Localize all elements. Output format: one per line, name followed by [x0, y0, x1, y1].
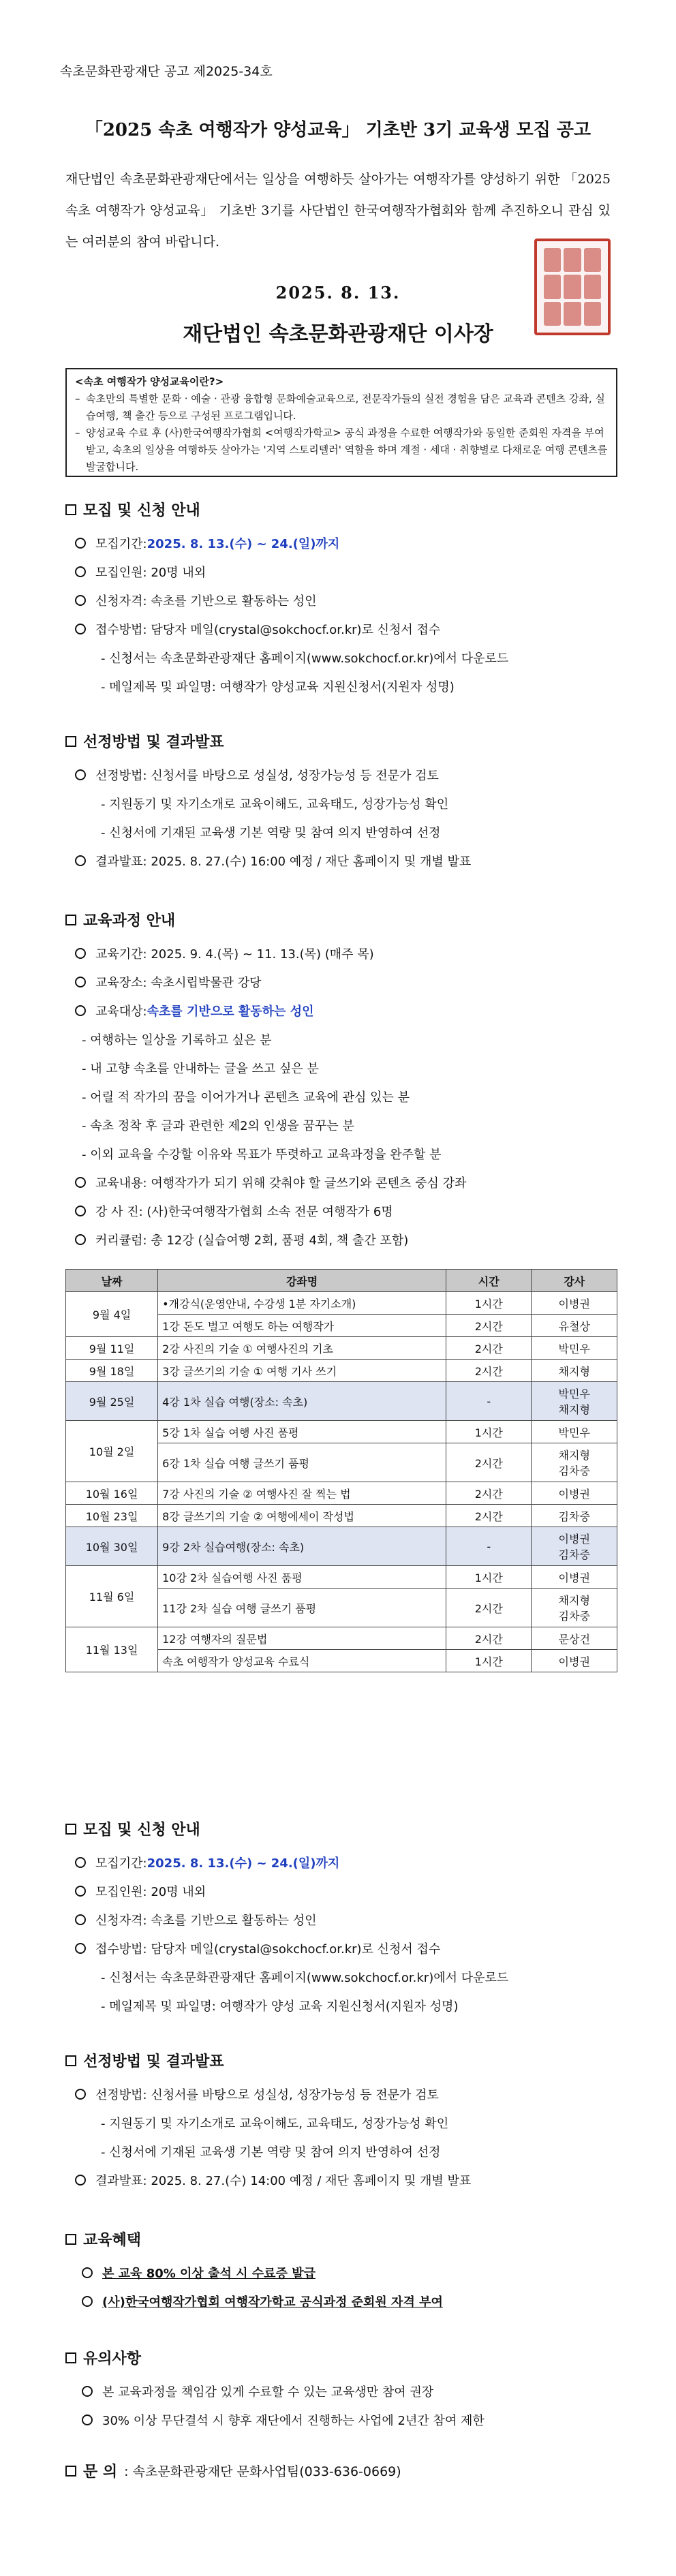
table-row	[66, 1292, 617, 1315]
square-bullet-icon	[65, 504, 76, 515]
table-row	[66, 1337, 617, 1360]
recruit-period: 모집기간: 2025. 8. 13.(수) ~ 24.(일)까지	[75, 1854, 339, 1871]
table-cell-teacher: 이병권	[532, 1482, 617, 1505]
course-content: 교육내용: 여행작가가 되기 위해 갖춰야 할 글쓰기와 콘텐츠 중심 강좌	[75, 1174, 466, 1191]
table-cell-time: 2시간	[446, 1360, 532, 1382]
target-sub-item: - 여행하는 일상을 기록하고 싶은 분	[82, 1033, 272, 1047]
square-bullet-icon	[65, 736, 76, 747]
table-cell-teacher: 박민우 채지형	[532, 1382, 617, 1421]
benefit-item: 본 교육 80% 이상 출석 시 수료증 발급	[82, 2264, 316, 2282]
table-header: 강좌명	[158, 1270, 446, 1292]
circle-bullet-icon	[82, 2296, 93, 2307]
circle-bullet-icon	[82, 2267, 93, 2278]
section-heading: 교육혜택	[65, 2228, 141, 2250]
section-heading: 선정방법 및 결과발표	[65, 2050, 224, 2071]
box-item: – 양성교육 수료 후 (사)한국여행작가협회 <여행작가학교> 공식 과정을 수료한 여행작가와 동일한 준회원 자격을 부여받고, 속초의 일상을 여행하듯 살아가는 '지역 스토리텔러' 역할을 하며 계절 · 세대 · 취향별로 다채로운 여행 콘텐츠를 발굴합니다.	[75, 427, 608, 473]
course-curriculum: 커리큘럼: 총 12강 (실습여행 2회, 품평 4회, 책 출간 포함)	[75, 1231, 408, 1248]
selection-sub-item: - 신청서에 기재된 교육생 기본 역량 및 참여 의지 반영하여 선정	[101, 826, 441, 840]
table-cell-date: 9월 18일	[66, 1360, 158, 1382]
square-bullet-icon	[65, 2055, 76, 2066]
application-method: 접수방법: 담당자 메일(crystal@sokchocf.or.kr)로 신청서 접수	[75, 620, 440, 638]
notice-date: 2025. 8. 13.	[275, 283, 401, 303]
table-cell-date: 9월 4일	[66, 1292, 158, 1337]
section-heading: 유의사항	[65, 2347, 141, 2368]
table-cell-course: 5강 1차 실습 여행 사진 품평	[158, 1421, 446, 1443]
table-row	[66, 1627, 617, 1650]
intro-paragraph: 재단법인 속초문화관광재단에서는 일상을 여행하듯 살아가는 여행작가를 양성하기 위한 「2025 속초 여행작가 양성교육」 기초반 3기를 사단법인 한국여행작가협회와 함께 추진하오니 관심 있는 여러분의 참여 바랍니다.	[65, 172, 611, 249]
table-cell-time: 2시간	[446, 1627, 532, 1650]
eligibility: 신청자격: 속초를 기반으로 활동하는 성인	[75, 1911, 317, 1929]
table-header: 강사	[532, 1270, 617, 1292]
circle-bullet-icon	[75, 595, 86, 606]
table-row	[66, 1527, 617, 1566]
selection-sub-item: - 신청서에 기재된 교육생 기본 역량 및 참여 의지 반영하여 선정	[101, 2145, 441, 2160]
square-bullet-icon	[65, 1824, 76, 1835]
result-announcement: 결과발표: 2025. 8. 27.(수) 14:00 예정 / 재단 홈페이지 및 개별 발표	[75, 2171, 471, 2189]
table-cell-teacher: 박민우	[532, 1421, 617, 1443]
table-cell-course: 1강 돈도 벌고 여행도 하는 여행작가	[158, 1315, 446, 1337]
table-cell-course: •개강식(운영안내, 수강생 1분 자기소개)	[158, 1292, 446, 1315]
contact-line: 문 의 : 속초문화관광재단 문화사업팀(033-636-0669)	[65, 2460, 401, 2481]
table-cell-teacher: 유철상	[532, 1315, 617, 1337]
circle-bullet-icon	[75, 1886, 86, 1897]
table-cell-time: 2시간	[446, 1505, 532, 1527]
section-heading: 모집 및 신청 안내	[65, 1818, 200, 1839]
circle-bullet-icon	[82, 2386, 93, 2397]
section-heading: 선정방법 및 결과발표	[65, 731, 224, 752]
table-cell-date: 10월 30일	[66, 1527, 158, 1566]
course-place: 교육장소: 속초시립박물관 강당	[75, 973, 262, 991]
table-row	[66, 1566, 617, 1589]
table-cell-time: 1시간	[446, 1566, 532, 1589]
circle-bullet-icon	[75, 2175, 86, 2186]
application-sub-item: - 메일제목 및 파일명: 여행작가 양성교육 지원신청서(지원자 성명)	[101, 680, 455, 694]
section-heading: 교육과정 안내	[65, 909, 175, 930]
table-cell-course: 속초 여행작가 양성교육 수료식	[158, 1650, 446, 1672]
table-cell-teacher: 채지형 김차중	[532, 1443, 617, 1482]
table-cell-time: 2시간	[446, 1589, 532, 1627]
notice-number: 속초문화관광재단 공고 제2025-34호	[60, 64, 273, 79]
table-header: 시간	[446, 1270, 532, 1292]
table-cell-course: 9강 2차 실습여행(장소: 속초)	[158, 1527, 446, 1566]
selection-method: 선정방법: 신청서를 바탕으로 성실성, 성장가능성 등 전문가 검토	[75, 766, 439, 784]
table-row	[66, 1505, 617, 1527]
table-cell-date: 11월 13일	[66, 1627, 158, 1672]
official-seal-stamp	[534, 239, 611, 335]
program-info-box	[65, 368, 617, 477]
table-cell-course: 8강 글쓰기의 기술 ② 여행에세이 작성법	[158, 1505, 446, 1527]
circle-bullet-icon	[75, 538, 86, 549]
table-cell-date: 10월 2일	[66, 1421, 158, 1482]
selection-sub-item: - 지원동기 및 자기소개로 교육이해도, 교육태도, 성장가능성 확인	[101, 2117, 449, 2131]
table-cell-time: 1시간	[446, 1650, 532, 1672]
target-sub-item: - 내 고향 속초를 안내하는 글을 쓰고 싶은 분	[82, 1062, 319, 1076]
circle-bullet-icon	[75, 855, 86, 866]
square-bullet-icon	[65, 2466, 76, 2477]
table-cell-course: 2강 사진의 기술 ① 여행사진의 기초	[158, 1337, 446, 1360]
selection-sub-item: - 지원동기 및 자기소개로 교육이해도, 교육태도, 성장가능성 확인	[101, 797, 449, 812]
target-sub-item: - 속초 정착 후 글과 관련한 제2의 인생을 꿈꾸는 분	[82, 1119, 354, 1133]
table-cell-time: -	[446, 1527, 532, 1566]
circle-bullet-icon	[75, 566, 86, 577]
table-row	[66, 1482, 617, 1505]
table-row	[66, 1421, 617, 1443]
table-cell-course: 3강 글쓰기의 기술 ① 여행 기사 쓰기	[158, 1360, 446, 1382]
course-target-value: 속초를 기반으로 활동하는 성인	[147, 1005, 314, 1019]
table-cell-course: 11강 2차 실습 여행 글쓰기 품평	[158, 1589, 446, 1627]
table-cell-course: 4강 1차 실습 여행(장소: 속초)	[158, 1382, 446, 1421]
table-cell-time: 1시간	[446, 1421, 532, 1443]
table-cell-course: 10강 2차 실습여행 사진 품평	[158, 1566, 446, 1589]
target-sub-item: - 어릴 적 작가의 꿈을 이어가거나 콘텐츠 교육에 관심 있는 분	[82, 1090, 410, 1105]
table-cell-time: 2시간	[446, 1443, 532, 1482]
course-lecturers: 강 사 진: (사)한국여행작가협회 소속 전문 여행작가 6명	[75, 1202, 393, 1220]
section-heading: 모집 및 신청 안내	[65, 499, 200, 520]
selection-method: 선정방법: 신청서를 바탕으로 성실성, 성장가능성 등 전문가 검토	[75, 2085, 439, 2103]
square-bullet-icon	[65, 915, 76, 925]
table-cell-course: 6강 1차 실습 여행 글쓰기 품평	[158, 1443, 446, 1482]
table-cell-teacher: 이병권	[532, 1650, 617, 1672]
table-cell-teacher: 김차중	[532, 1505, 617, 1527]
table-cell-date: 10월 16일	[66, 1482, 158, 1505]
circle-bullet-icon	[75, 624, 86, 634]
circle-bullet-icon	[75, 1943, 86, 1954]
notice-title: 「2025 속초 여행작가 양성교육」 기초반 3기 교육생 모집 공고	[84, 120, 592, 140]
circle-bullet-icon	[75, 977, 86, 987]
circle-bullet-icon	[75, 1914, 86, 1925]
result-announcement: 결과발표: 2025. 8. 27.(수) 16:00 예정 / 재단 홈페이지 및 개별 발표	[75, 852, 471, 870]
issuer-signature: 재단법인 속초문화관광재단 이사장	[183, 322, 493, 346]
table-row	[66, 1360, 617, 1382]
table-cell-time: -	[446, 1382, 532, 1421]
recruit-count: 모집인원: 20명 내외	[75, 563, 206, 581]
circle-bullet-icon	[75, 1857, 86, 1868]
recruit-period-value: 2025. 8. 13.(수) ~ 24.(일)까지	[147, 1856, 340, 1871]
table-cell-teacher: 이병권 김차중	[532, 1527, 617, 1566]
recruit-period: 모집기간: 2025. 8. 13.(수) ~ 24.(일)까지	[75, 534, 339, 552]
circle-bullet-icon	[75, 1234, 86, 1245]
table-cell-date: 10월 23일	[66, 1505, 158, 1527]
eligibility: 신청자격: 속초를 기반으로 활동하는 성인	[75, 592, 317, 609]
application-sub-item: - 신청서는 속초문화관광재단 홈페이지(www.sokchocf.or.kr)에서 다운로드	[101, 651, 509, 666]
table-cell-teacher: 이병권	[532, 1292, 617, 1315]
table-row	[66, 1382, 617, 1421]
table-cell-time: 2시간	[446, 1337, 532, 1360]
table-cell-course: 12강 여행자의 질문법	[158, 1627, 446, 1650]
recruit-period-value: 2025. 8. 13.(수) ~ 24.(일)까지	[147, 537, 340, 551]
table-cell-teacher: 박민우	[532, 1337, 617, 1360]
application-method: 접수방법: 담당자 메일(crystal@sokchocf.or.kr)로 신청서 접수	[75, 1939, 440, 1957]
table-header-row	[66, 1270, 617, 1292]
circle-bullet-icon	[82, 2414, 93, 2425]
course-period: 교육기간: 2025. 9. 4.(목) ~ 11. 13.(목) (매주 목)	[75, 945, 374, 962]
table-cell-teacher: 이병권	[532, 1566, 617, 1589]
table-cell-time: 2시간	[446, 1315, 532, 1337]
schedule-table	[65, 1269, 617, 1672]
caution-item: 30% 이상 무단결석 시 향후 재단에서 진행하는 사업에 2년간 참여 제한	[82, 2411, 485, 2429]
square-bullet-icon	[65, 2352, 76, 2363]
circle-bullet-icon	[75, 2089, 86, 2100]
table-cell-time: 1시간	[446, 1292, 532, 1315]
circle-bullet-icon	[75, 769, 86, 780]
circle-bullet-icon	[75, 948, 86, 959]
box-heading: <속초 여행작가 양성교육이란?>	[75, 375, 224, 388]
target-sub-item: - 이외 교육을 수강할 이유와 목표가 뚜렷하고 교육과정을 완주할 분	[82, 1148, 442, 1162]
caution-item: 본 교육과정을 책임감 있게 수료할 수 있는 교육생만 참여 권장	[82, 2382, 433, 2400]
table-cell-course: 7강 사진의 기술 ② 여행사진 잘 찍는 법	[158, 1482, 446, 1505]
table-cell-date: 9월 11일	[66, 1337, 158, 1360]
course-target: 교육대상: 속초를 기반으로 활동하는 성인	[75, 1002, 313, 1019]
benefit-item: (사)한국여행작가협회 여행작가학교 공식과정 준회원 자격 부여	[82, 2293, 443, 2310]
circle-bullet-icon	[75, 1206, 86, 1216]
table-cell-teacher: 채지형	[532, 1360, 617, 1382]
circle-bullet-icon	[75, 1005, 86, 1016]
circle-bullet-icon	[75, 1177, 86, 1188]
table-cell-teacher: 채지형 김차중	[532, 1589, 617, 1627]
recruit-count: 모집인원: 20명 내외	[75, 1882, 206, 1900]
table-cell-date: 9월 25일	[66, 1382, 158, 1421]
application-sub-item: - 신청서는 속초문화관광재단 홈페이지(www.sokchocf.or.kr)에서 다운로드	[101, 1971, 509, 1985]
table-cell-time: 2시간	[446, 1482, 532, 1505]
application-sub-item: - 메일제목 및 파일명: 여행작가 양성 교육 지원신청서(지원자 성명)	[101, 1999, 459, 2014]
box-item: – 속초만의 특별한 문화 · 예술 · 관광 융합형 문화예술교육으로, 전문작가들의 실전 경험을 담은 교육과 콘텐츠 강좌, 실습여행, 책 출간 등으로 구성된 프로그램입니다.	[75, 393, 605, 422]
square-bullet-icon	[65, 2234, 76, 2245]
table-cell-date: 11월 6일	[66, 1566, 158, 1627]
table-header: 날짜	[66, 1270, 158, 1292]
table-cell-teacher: 문상건	[532, 1627, 617, 1650]
